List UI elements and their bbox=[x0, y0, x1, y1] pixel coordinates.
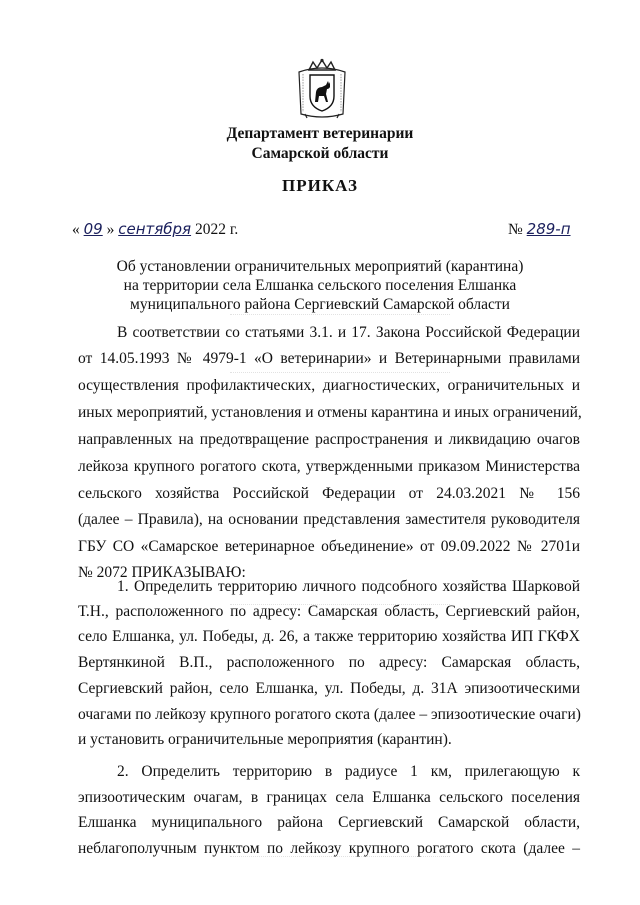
subject-line-3: муниципального района Сергиевский Самарской области bbox=[130, 296, 510, 313]
body-line: осуществления профилактических, диагностических, ограничительных и bbox=[78, 377, 580, 394]
order-date bbox=[72, 220, 238, 239]
subject-line-1: Об установлении ограничительных мероприятий (карантина) bbox=[116, 258, 524, 275]
number-prefix: № bbox=[508, 221, 523, 238]
body-line: Елшанка муниципального района Сергиевский Самарской области, bbox=[78, 814, 580, 831]
body-line: В соответствии со статьями 3.1. и 17. Закона Российской Федерации bbox=[117, 324, 580, 341]
body-line: направленных на предотвращение распространения и ликвидацию очагов bbox=[78, 431, 580, 448]
body-line: (далее – Правила), на основании представления заместителя руководителя bbox=[78, 511, 580, 528]
body-line: от 14.05.1993 № 4979-1 «О ветеринарии» и Ветеринарными правилами bbox=[78, 350, 580, 367]
body-line: село Елшанка, ул. Победы, д. 26, а также территорию хозяйства ИП ГКФХ bbox=[78, 628, 580, 645]
subject-line-2: на территории села Елшанка сельского поселения Елшанка bbox=[123, 277, 517, 294]
body-line: лейкоза крупного рогатого скота, утвержденными приказом Министерства bbox=[78, 458, 580, 475]
body-line: очагами по лейкозу крупного рогатого скота (далее – эпизоотические очаги) bbox=[78, 706, 581, 723]
body-line: ГБУ СО «Самарское ветеринарное объединение» от 09.09.2022 № 2701и bbox=[78, 538, 580, 555]
body-line: иных мероприятий, установления и отмены карантина и иных ограничений, bbox=[78, 404, 582, 421]
date-open-quote: « bbox=[72, 221, 80, 238]
document-type-title: ПРИКАЗ bbox=[282, 176, 358, 195]
body-line: эпизоотическим очагам, в границах села Елшанка сельского поселения bbox=[78, 789, 580, 806]
date-month: сентября bbox=[118, 220, 192, 238]
body-line: № 2072 ПРИКАЗЫВАЮ: bbox=[78, 564, 246, 581]
coat-of-arms-icon bbox=[295, 58, 349, 120]
bleed-through-mark bbox=[230, 314, 450, 321]
organization-name: Департамент ветеринарии bbox=[226, 125, 414, 142]
body-line: неблагополучным пунктом по лейкозу крупного рогатого скота (далее – bbox=[78, 840, 580, 857]
body-line: 2. Определить территорию в радиусе 1 км, прилегающую к bbox=[117, 763, 580, 780]
body-line: 1. Определить территорию личного подсобного хозяйства Шарковой bbox=[117, 578, 580, 595]
body-line: Сергиевский район, село Елшанка, ул. Победы, д. 31А эпизоотическими bbox=[78, 680, 580, 697]
body-line: и установить ограничительные мероприятия (карантин). bbox=[78, 731, 452, 748]
body-line: Вертянкиной В.П., расположенного по адресу: Самарская область, bbox=[78, 654, 580, 671]
date-close-quote: » bbox=[106, 221, 115, 238]
number-value: 289-п bbox=[526, 220, 571, 238]
body-line: Т.Н., расположенного по адресу: Самарская область, Сергиевский район, bbox=[78, 603, 580, 620]
order-number bbox=[508, 220, 571, 239]
date-day: 09 bbox=[83, 220, 103, 238]
organization-region: Самарской области bbox=[251, 145, 389, 162]
date-year: 2022 г. bbox=[194, 221, 239, 238]
body-line: сельского хозяйства Российской Федерации от 24.03.2021 № 156 bbox=[78, 485, 580, 502]
